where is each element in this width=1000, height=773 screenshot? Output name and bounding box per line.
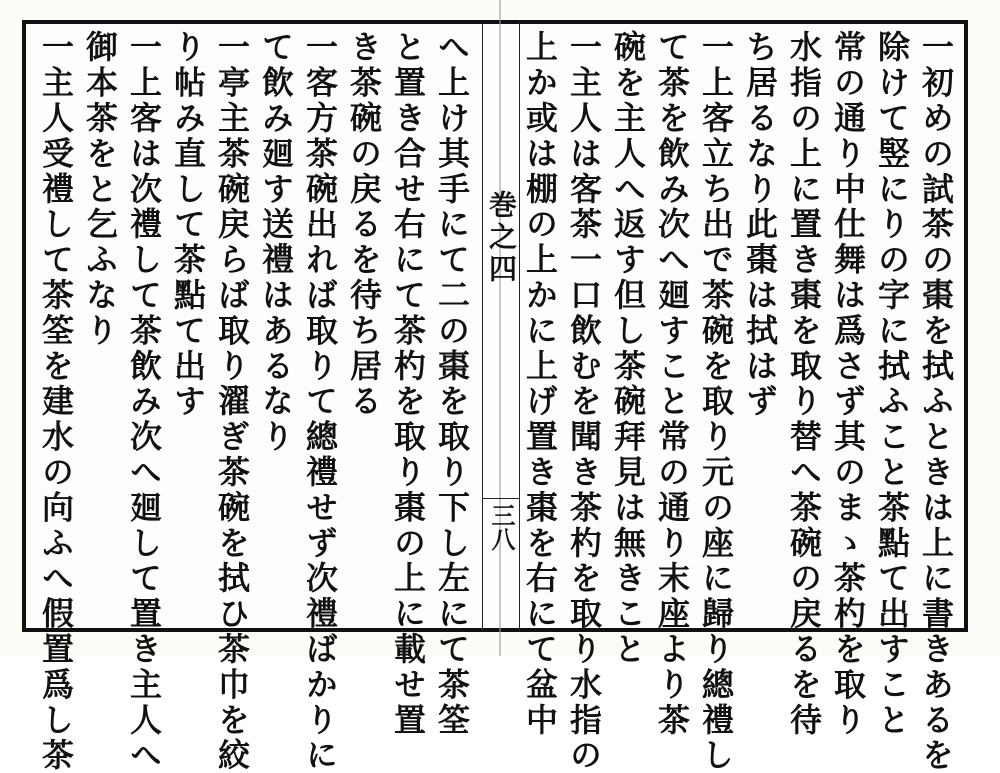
page-number: 三八 <box>483 498 519 551</box>
text-column: 御本茶をと乞ふなり <box>81 30 119 349</box>
gutter-margin <box>482 20 520 632</box>
text-column: ち居るなり此棗は拭はず <box>741 30 779 420</box>
text-column: へ上け其手にて二の棗を取り下し左にて茶筌 <box>433 30 471 738</box>
right-page <box>520 30 960 773</box>
text-column: 一客方茶碗出れば取りて總禮せず次禮ばかりに <box>301 30 339 773</box>
text-column: て飲み廻す送禮はあるなり <box>257 30 295 455</box>
text-column: と置き合せ右にて茶杓を取り棗の上に載せ置 <box>389 30 427 738</box>
text-column: 一主人受禮して茶筌を建水の向ふへ假置爲し茶 <box>37 30 75 773</box>
text-column: き茶碗の戻るを待ち居る <box>345 30 383 420</box>
text-column: 一亭主茶碗戻らば取り濯ぎ茶碗を拭ひ茶巾を絞 <box>213 30 251 773</box>
text-column: 碗を主人へ返す但し茶碗拜見は無きこと <box>609 30 647 668</box>
text-column: て茶を飲み次へ廻すこと常の通り末座より茶 <box>653 30 691 738</box>
left-page <box>30 30 480 773</box>
text-column: 一初めの試茶の棗を拭ふときは上に書きあるを <box>917 30 955 773</box>
text-column: 一上客立ち出で茶碗を取り元の座に歸り總禮し <box>697 30 735 773</box>
text-column: 除けて竪にりの字に拭ふこと茶點て出すこと <box>873 30 911 738</box>
chapter-label: 巻之四 <box>485 190 518 286</box>
text-column: 上か或は棚の上かに上げ置き棗を右にて盆中 <box>521 30 559 738</box>
text-column: 常の通り中仕舞は爲さず其のまゝ茶杓を取り <box>829 30 867 738</box>
text-column: 一上客は次禮して茶飲み次へ廻して置き主人へ <box>125 30 163 773</box>
text-column: り帖み直して茶點て出す <box>169 30 207 420</box>
text-column: 一主人は客茶一口飲むを聞き茶杓を取り水指の <box>565 30 603 773</box>
text-column: 水指の上に置き棗を取り替へ茶碗の戻るを待 <box>785 30 823 738</box>
